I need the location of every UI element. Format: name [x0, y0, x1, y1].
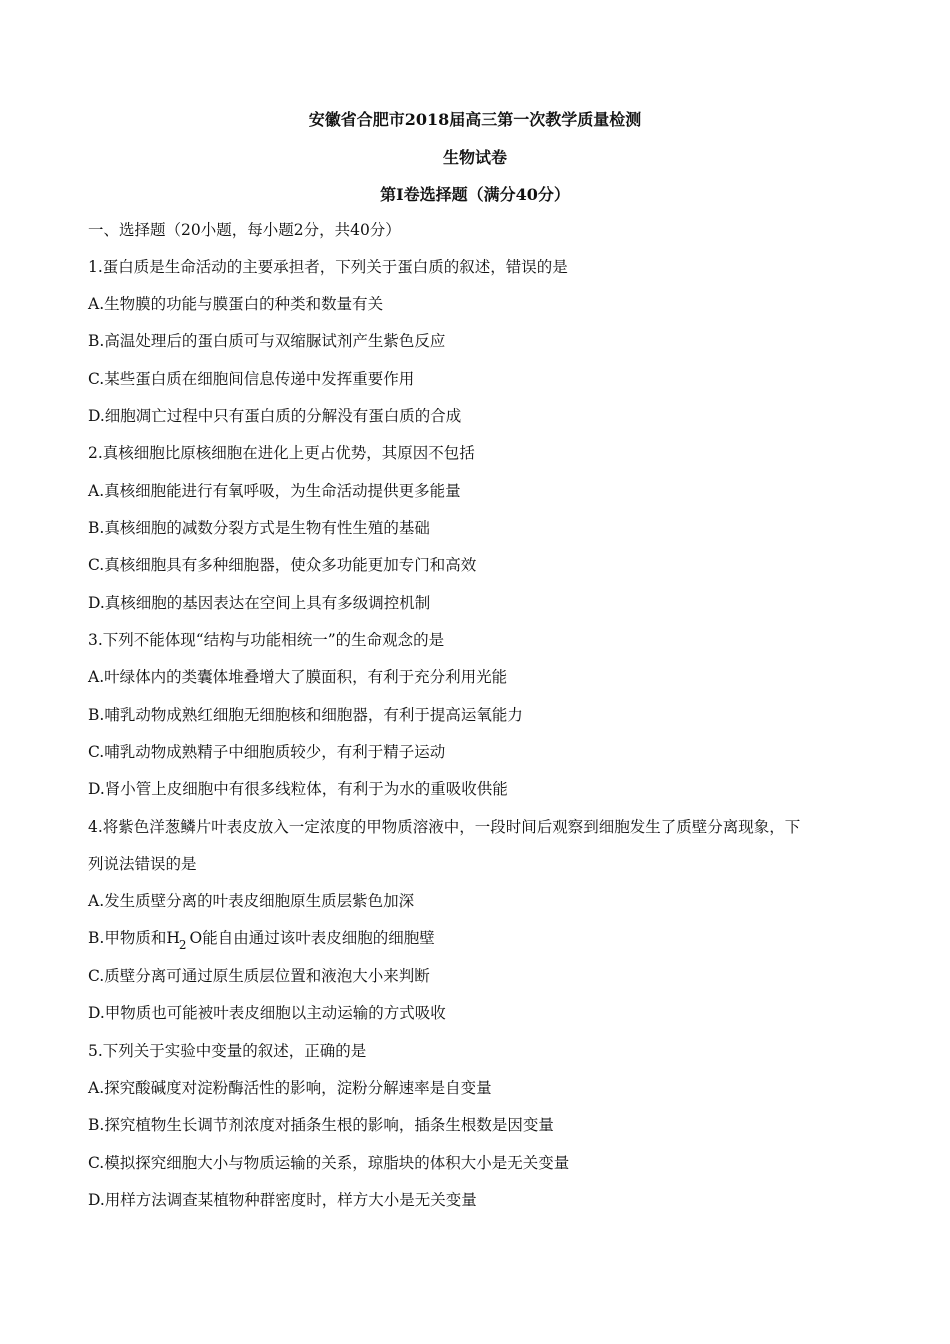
subject-title: 生物试卷: [442, 148, 507, 167]
question-2-stem: 2.真核细胞比原核细胞在进化上更占优势，其原因不包括: [88, 444, 475, 462]
question-3-option-d: D.肾小管上皮细胞中有很多线粒体，有利于为水的重吸收供能: [88, 780, 508, 798]
question-1-option-d: D.细胞凋亡过程中只有蛋白质的分解没有蛋白质的合成: [88, 407, 462, 425]
question-1-option-c: C.某些蛋白质在细胞间信息传递中发挥重要作用: [88, 370, 415, 388]
part-intro: 一、选择题（20小题，每小题2分，共40分）: [88, 221, 401, 239]
question-2-option-d: D.真核细胞的基因表达在空间上具有多级调控机制: [88, 594, 431, 612]
question-2-option-c: C.真核细胞具有多种细胞器，使众多功能更加专门和高效: [88, 556, 477, 574]
question-4-option-a: A.发生质壁分离的叶表皮细胞原生质层紫色加深: [88, 892, 415, 910]
question-5-option-a: A.探究酸碱度对淀粉酶活性的影响，淀粉分解速率是自变量: [88, 1079, 492, 1097]
question-3-stem: 3.下列不能体现“结构与功能相统一”的生命观念的是: [88, 631, 445, 649]
section-title: 第Ⅰ卷选择题（满分40分）: [380, 185, 570, 204]
question-1-option-a: A.生物膜的功能与膜蛋白的种类和数量有关: [88, 295, 384, 313]
question-5-option-d: D.用样方法调查某植物种群密度时，样方大小是无关变量: [88, 1191, 477, 1209]
question-4-option-b-text: B.甲物质和H: [88, 929, 180, 947]
question-1-stem: 1.蛋白质是生命活动的主要承担者，下列关于蛋白质的叙述，错误的是: [88, 258, 568, 276]
question-5-stem: 5.下列关于实验中变量的叙述，正确的是: [88, 1042, 367, 1060]
question-1-option-b: B.高温处理后的蛋白质可与双缩脲试剂产生紫色反应: [88, 332, 446, 350]
question-4-option-d: D.甲物质也可能被叶表皮细胞以主动运输的方式吸收: [88, 1004, 446, 1022]
question-5-option-c: C.模拟探究细胞大小与物质运输的关系，琼脂块的体积大小是无关变量: [88, 1154, 570, 1172]
question-5-option-b: B.探究植物生长调节剂浓度对插条生根的影响，插条生根数是因变量: [88, 1116, 554, 1134]
question-4-option-b: [88, 927, 868, 950]
question-4-option-b-rest: O能自由通过该叶表皮细胞的细胞壁: [189, 929, 435, 947]
question-3-option-a: A.叶绿体内的类囊体堆叠增大了膜面积，有利于充分利用光能: [88, 668, 508, 686]
question-2-option-a: A.真核细胞能进行有氧呼吸，为生命活动提供更多能量: [88, 482, 461, 500]
question-3-option-b: B.哺乳动物成熟红细胞无细胞核和细胞器，有利于提高运氧能力: [88, 706, 523, 724]
question-3-option-c: C.哺乳动物成熟精子中细胞质较少，有利于精子运动: [88, 743, 446, 761]
question-4-stem-line-2: 列说法错误的是: [88, 855, 197, 873]
subscript-two: 2: [178, 938, 187, 952]
question-4-stem-line-1: 4.将紫色洋葱鳞片叶表皮放入一定浓度的甲物质溶液中，一段时间后观察到细胞发生了质壁分离现象，下: [88, 818, 801, 836]
exam-title: 安徽省合肥市2018届高三第一次教学质量检测: [308, 110, 642, 129]
question-2-option-b: B.真核细胞的减数分裂方式是生物有性生殖的基础: [88, 519, 430, 537]
question-4-option-c: C.质壁分离可通过原生质层位置和液泡大小来判断: [88, 967, 430, 985]
